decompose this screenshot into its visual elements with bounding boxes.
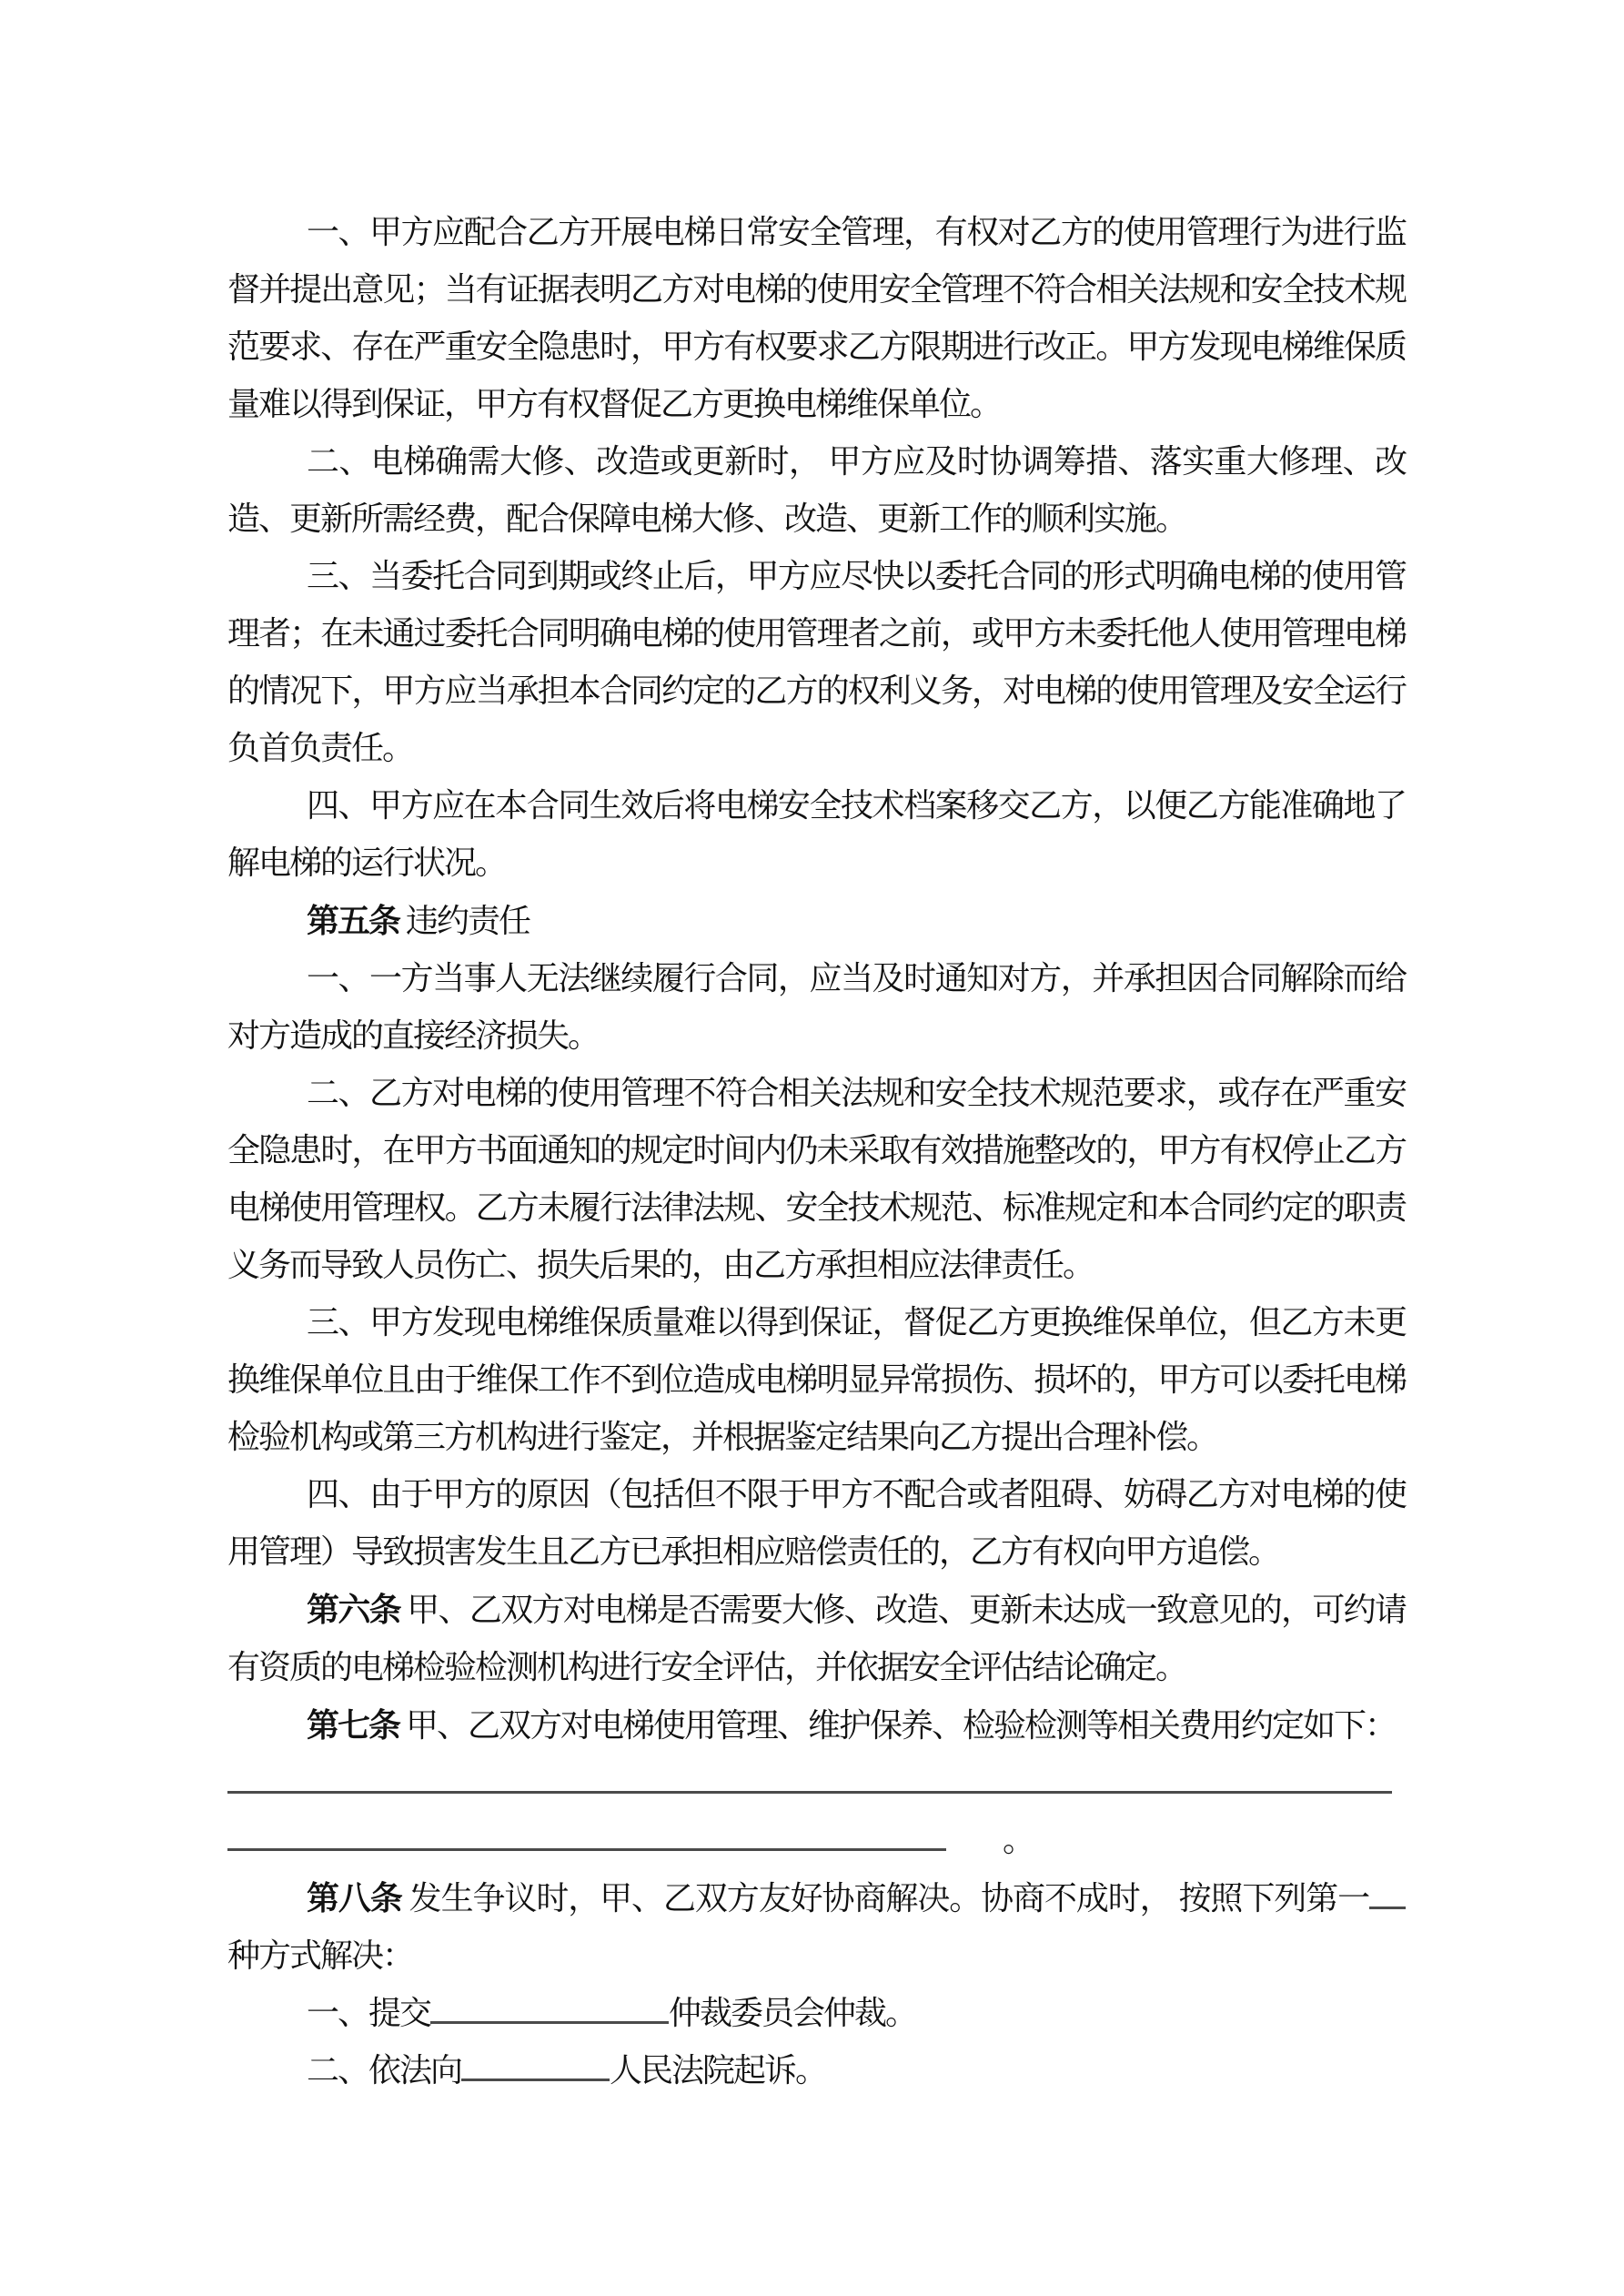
period-after-blank: 。 [1003, 1822, 1034, 1858]
fill-in-blank-underline [461, 2079, 610, 2081]
fill-in-blank-row [227, 1812, 1406, 1869]
paragraph [227, 2042, 1406, 2099]
paragraph [227, 1985, 1406, 2042]
paragraph [227, 1466, 1406, 1581]
text-run: 种方式解决： [227, 1937, 414, 1974]
fill-in-blank-row [227, 1755, 1406, 1812]
fill-in-blank-underline [1369, 1907, 1406, 1909]
clause-heading: 第八条 [307, 1879, 402, 1917]
fill-in-blank-underline [227, 1791, 1392, 1794]
clause-heading: 第六条 [307, 1591, 400, 1628]
paragraph [227, 433, 1406, 548]
text-run: 二、乙方对电梯的使用管理不符合相关法规和安全技术规范要求，或存在严重安全隐患时，在甲方书面通知的规定时间内仍未采取有效措施整改的，甲方有权停止乙方电梯使用管理权。乙方未履行法律法规、安全技术规范、标准规定和本合同约定的职责义务而导致人员伤亡、损失后果的，由乙方承担相应法律责任。 [227, 1075, 1406, 1283]
fill-in-blank-underline [430, 2021, 669, 2024]
text-run: 甲、乙双方对电梯是否需要大修、改造、更新未达成一致意见的，可约请有资质的电梯检验检测机构进行安全评估，并依据安全评估结论确定。 [227, 1592, 1406, 1685]
text-run: 一、甲方应配合乙方开展电梯日常安全管理，有权对乙方的使用管理行为进行监督并提出意见；当有证据表明乙方对电梯的使用安全管理不符合相关法规和安全技术规范要求、存在严重安全隐患时，甲方有权要求乙方限期进行改正。甲方发现电梯维保质量难以得到保证，甲方有权督促乙方更换电梯维保单位。 [227, 214, 1406, 422]
text-run: 四、由于甲方的原因（包括但不限于甲方不配合或者阻碍、妨碍乙方对电梯的使用管理）导致损害发生且乙方已承担相应赔偿责任的，乙方有权向甲方追偿。 [227, 1476, 1406, 1570]
fill-in-blank-underline [227, 1848, 946, 1851]
text-run: 甲、乙双方对电梯使用管理、维护保养、检验检测等相关费用约定如下： [399, 1707, 1397, 1744]
paragraph [227, 204, 1406, 433]
text-run: 二、依法向 [307, 2052, 462, 2089]
document-body [227, 204, 1406, 2099]
text-run: 四、甲方应在本合同生效后将电梯安全技术档案移交乙方，以便乙方能准确地了解电梯的运行状况。 [227, 787, 1406, 881]
paragraph [227, 548, 1406, 777]
clause-heading: 第五条 [307, 902, 400, 939]
paragraph [227, 1294, 1406, 1466]
paragraph [227, 777, 1406, 892]
text-run: 一、提交 [307, 1995, 431, 2031]
paragraph [227, 1581, 1406, 1696]
text-run: 三、甲方发现电梯维保质量难以得到保证，督促乙方更换维保单位，但乙方未更换维保单位且由于维保工作不到位造成电梯明显异常损伤、损坏的，甲方可以委托电梯检验机构或第三方机构进行鉴定，并根据鉴定结果向乙方提出合理补偿。 [227, 1304, 1406, 1455]
paragraph [227, 1869, 1406, 1985]
text-run: 发生争议时，甲、乙双方友好协商解决。协商不成时， 按照下列第一 [401, 1880, 1369, 1917]
text-run: 二、电梯确需大修、改造或更新时， 甲方应及时协调筹措、落实重大修理、改造、更新所需经费，配合保障电梯大修、改造、更新工作的顺利实施。 [227, 443, 1406, 537]
text-run: 人民法院起诉。 [610, 2052, 827, 2089]
paragraph [227, 892, 1406, 950]
text-run: 三、当委托合同到期或终止后，甲方应尽快以委托合同的形式明确电梯的使用管理者；在未通过委托合同明确电梯的使用管理者之前，或甲方未委托他人使用管理电梯的情况下，甲方应当承担本合同约定的乙方的权利义务，对电梯的使用管理及安全运行负首负责任。 [227, 558, 1406, 766]
text-run: 一、一方当事人无法继续履行合同，应当及时通知对方，并承担因合同解除而给对方造成的直接经济损失。 [227, 960, 1406, 1054]
paragraph [227, 950, 1406, 1065]
paragraph [227, 1696, 1406, 1755]
text-run: 仲裁委员会仲裁。 [669, 1995, 917, 2031]
text-run: 违约责任 [399, 903, 530, 939]
paragraph [227, 1065, 1406, 1294]
clause-heading: 第七条 [307, 1706, 400, 1744]
